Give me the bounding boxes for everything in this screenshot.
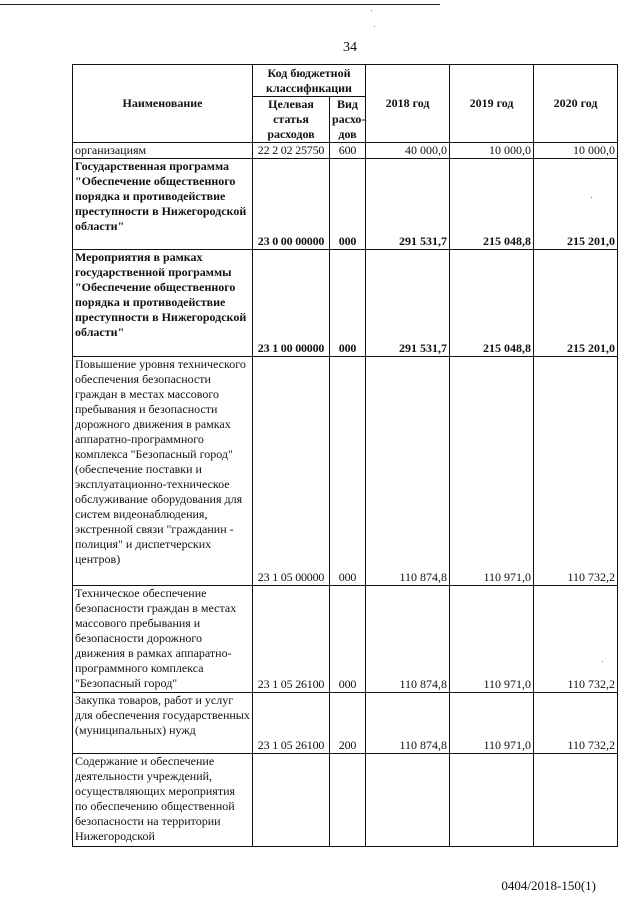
row-code: 23 0 00 00000 [253,159,330,250]
header-budget-code: Код бюджетной классификации [253,65,366,97]
row-type: 600 [330,143,366,159]
row-2019: 110 971,0 [450,693,534,754]
row-2018: 110 874,8 [366,357,450,586]
row-name: Содержание и обеспечение деятельности учреждений, осуществляющих мероприятия по обеспечению общественной безопасности на территории Нижегородской [73,754,253,847]
row-code [253,754,330,847]
row-2018 [366,754,450,847]
document-number: 0404/2018-150(1) [501,878,596,893]
row-type: 200 [330,693,366,754]
row-2020: 215 201,0 [534,250,618,357]
table-row [73,159,618,250]
row-code: 23 1 05 26100 [253,586,330,693]
row-2018: 40 000,0 [366,143,450,159]
row-type: 000 [330,250,366,357]
row-type: 000 [330,357,366,586]
header-year-2018: 2018 год [366,65,450,143]
row-2020: 110 732,2 [534,586,618,693]
row-type: 000 [330,586,366,693]
row-2019: 110 971,0 [450,586,534,693]
table-row [73,143,618,159]
row-2019: 110 971,0 [450,357,534,586]
row-2018: 110 874,8 [366,693,450,754]
row-2018: 291 531,7 [366,250,450,357]
budget-table [72,64,618,847]
row-2019: 215 048,8 [450,159,534,250]
row-2018: 291 531,7 [366,159,450,250]
row-2020: 10 000,0 [534,143,618,159]
row-type [330,754,366,847]
row-2019: 215 048,8 [450,250,534,357]
scan-speck [374,26,375,27]
row-name: Техническое обеспечение безопасности граждан в местах массового пребывания и безопасности дорожного движения в рамках аппаратно-программного комплекса "Безопасный город" [73,586,253,693]
row-2020: 110 732,2 [534,693,618,754]
row-2020: 215 201,0 [534,159,618,250]
header-year-2020: 2020 год [534,65,618,143]
row-name: организациям [73,143,253,159]
row-code: 22 2 02 25750 [253,143,330,159]
header-name: Наименование [73,65,253,143]
header-year-2019: 2019 год [450,65,534,143]
row-name: Государственная программа "Обеспечение общественного порядка и противодействие преступности в Нижегородской области" [73,159,253,250]
scan-speck [591,197,592,198]
row-name: Мероприятия в рамках государственной программы "Обеспечение общественного порядка и противодействие преступности в Нижегородской области" [73,250,253,357]
top-rule [0,4,440,5]
table-row [73,693,618,754]
table-row [73,586,618,693]
page-number: 34 [343,40,357,55]
scan-speck [371,10,372,11]
table-row [73,250,618,357]
row-code: 23 1 00 00000 [253,250,330,357]
header-target-article: Целевая статья расходов [253,97,330,143]
row-type: 000 [330,159,366,250]
row-name: Закупка товаров, работ и услуг для обеспечения государственных (муниципальных) нужд [73,693,253,754]
row-code: 23 1 05 00000 [253,357,330,586]
row-name: Повышение уровня технического обеспечения безопасности граждан в местах массового пребывания и безопасности дорожного движения в рамках аппаратно-программного комплекса "Безопасный город" (обеспечение поставки и эксплуатационно-техническое обслуживание оборудования для систем видеонаблюдения, экстренной связи "гражданин - полиция" и диспетчерских центров) [73,357,253,586]
scan-speck [602,661,603,662]
header-expense-type: Вид расхо-дов [330,97,366,143]
row-2018: 110 874,8 [366,586,450,693]
row-2020: 110 732,2 [534,357,618,586]
row-2019: 10 000,0 [450,143,534,159]
row-2020 [534,754,618,847]
row-2019 [450,754,534,847]
table-row [73,754,618,847]
row-code: 23 1 05 26100 [253,693,330,754]
table-row [73,357,618,586]
